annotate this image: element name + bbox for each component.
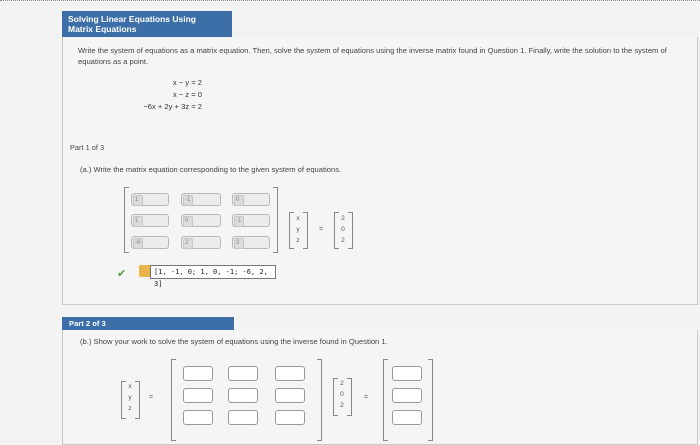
inverse-input-1-2[interactable] bbox=[228, 366, 258, 381]
p2-const-3: 2 bbox=[340, 402, 344, 409]
result-input-1[interactable] bbox=[392, 366, 422, 381]
p2-var-right-bracket bbox=[135, 381, 140, 419]
matrix-cell-2-3[interactable]: -1 bbox=[232, 214, 270, 227]
inverse-input-3-2[interactable] bbox=[228, 410, 258, 425]
var-y: y bbox=[296, 226, 300, 233]
answer-field[interactable]: [1, -1, 0; 1, 0, -1; -6, 2, 3] bbox=[150, 265, 276, 279]
var-vector-right-bracket bbox=[303, 212, 308, 249]
p2-var-x: x bbox=[128, 383, 132, 390]
var-z: z bbox=[296, 237, 300, 244]
inverse-input-1-3[interactable] bbox=[275, 366, 305, 381]
matrix-cell-3-1[interactable]: -6 bbox=[131, 236, 169, 249]
p2-const-1: 2 bbox=[340, 380, 344, 387]
equation-1: x − y = 2 bbox=[172, 78, 202, 87]
p2-equals-sign-1: = bbox=[149, 394, 154, 401]
matrix-cell-2-1[interactable]: 1 bbox=[131, 214, 169, 227]
inverse-input-3-3[interactable] bbox=[275, 410, 305, 425]
matrix-cell-1-2[interactable]: -1 bbox=[181, 193, 221, 206]
matrix-cell-1-1[interactable]: 1 bbox=[131, 193, 169, 206]
part2-question: (b.) Show your work to solve the system of equations using the inverse found in Question 1. bbox=[80, 337, 388, 346]
part1-label: Part 1 of 3 bbox=[70, 143, 105, 152]
inverse-input-1-1[interactable] bbox=[183, 366, 213, 381]
inverse-input-2-2[interactable] bbox=[228, 388, 258, 403]
equals-sign: = bbox=[319, 226, 324, 233]
result-left-bracket bbox=[383, 359, 388, 441]
equation-3: −6x + 2y + 3z = 2 bbox=[143, 102, 202, 111]
const-2: 0 bbox=[341, 226, 345, 233]
p2-var-z: z bbox=[128, 405, 132, 412]
title-line-1: Solving Linear Equations Using bbox=[68, 14, 196, 24]
matrix-left-bracket bbox=[124, 187, 129, 253]
p2-const-right-bracket bbox=[347, 378, 352, 416]
part2-panel bbox=[62, 330, 698, 445]
page-title bbox=[62, 11, 232, 37]
var-x: x bbox=[296, 215, 300, 222]
matrix-cell-2-2[interactable]: 0 bbox=[181, 214, 221, 227]
equation-2: x − z = 0 bbox=[172, 90, 202, 99]
result-input-3[interactable] bbox=[392, 410, 422, 425]
result-right-bracket bbox=[428, 359, 433, 441]
inverse-matrix-right-bracket bbox=[317, 359, 322, 441]
result-input-2[interactable] bbox=[392, 388, 422, 403]
part2-label: Part 2 of 3 bbox=[62, 317, 234, 330]
matrix-cell-1-3[interactable]: 0 bbox=[232, 193, 270, 206]
instructions: Write the system of equations as a matrix equation. Then, solve the system of equations using the inverse matrix found in Question 1. Finally, write the solution to the system of equations as a point. bbox=[78, 46, 667, 66]
title-line-2: Matrix Equations bbox=[68, 24, 137, 34]
matrix-cell-3-3[interactable]: 3 bbox=[232, 236, 270, 249]
matrix-cell-3-2[interactable]: 2 bbox=[181, 236, 221, 249]
p2-equals-sign-2: = bbox=[364, 394, 369, 401]
check-icon: ✔ bbox=[117, 268, 127, 280]
const-vector-right-bracket bbox=[348, 212, 353, 249]
part1-question: (a.) Write the matrix equation corresponding to the given system of equations. bbox=[80, 165, 342, 174]
top-divider bbox=[0, 0, 700, 1]
inverse-matrix-left-bracket bbox=[171, 359, 176, 441]
const-3: 2 bbox=[341, 237, 345, 244]
matrix-right-bracket bbox=[273, 187, 278, 253]
inverse-input-2-1[interactable] bbox=[183, 388, 213, 403]
const-1: 2 bbox=[341, 215, 345, 222]
inverse-input-2-3[interactable] bbox=[275, 388, 305, 403]
p2-const-2: 0 bbox=[340, 391, 344, 398]
inverse-input-3-1[interactable] bbox=[183, 410, 213, 425]
p2-var-y: y bbox=[128, 394, 132, 401]
